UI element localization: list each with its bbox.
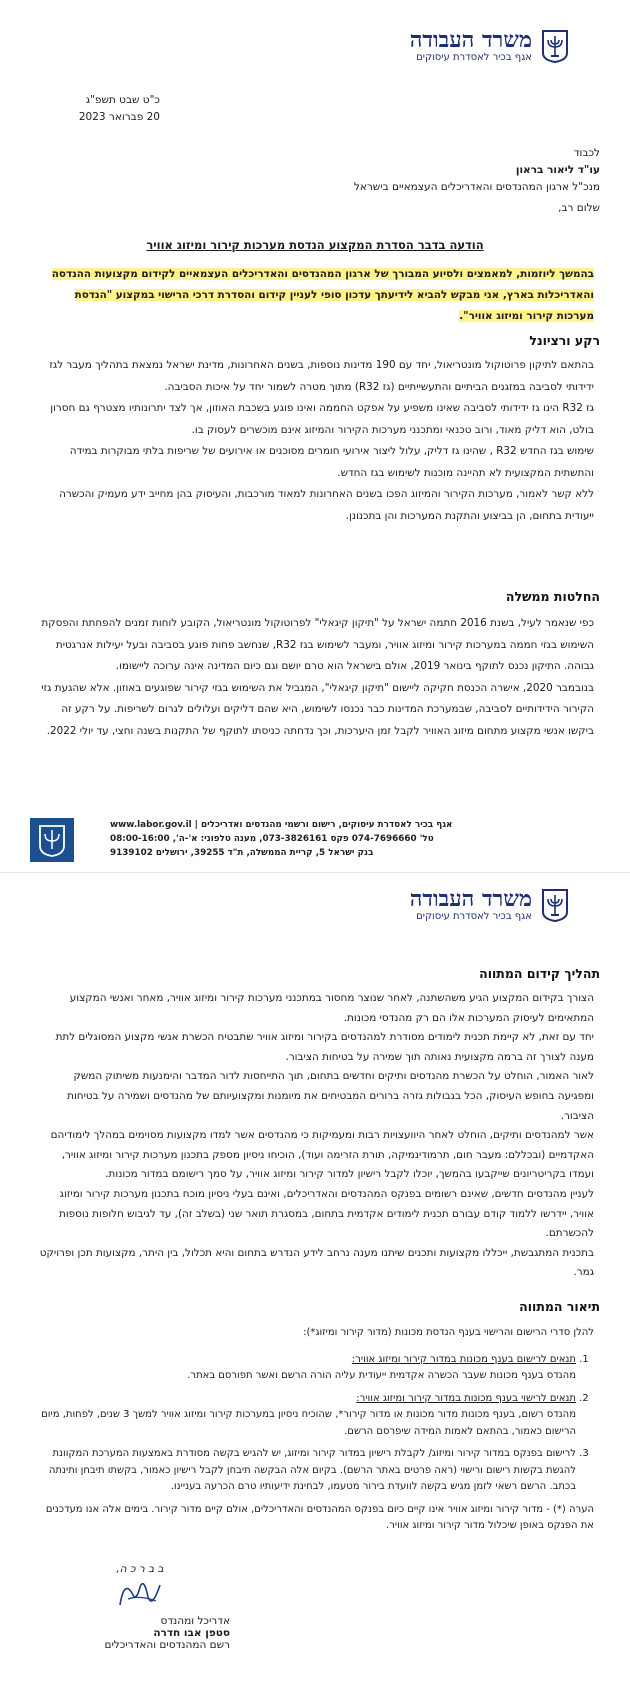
state-emblem-icon: [540, 29, 570, 63]
footer-line-3: בנק ישראל 5, קריית הממשלה, ת"ד 39255, ירושלים 9139102: [110, 848, 374, 858]
section-title-outline: תיאור המתווה: [519, 1299, 600, 1314]
background-p3: שימוש בגז החדש R32 , שהינו גז דליק, עלול ליצור אירועי חומרים מסוכנים או אירועים של שריפות בלתי מבוקרות במידה והתשתית המקצועית לא תהיינה מוכנות לשימוש בגז החדש.: [69, 445, 594, 479]
outline-intro: להלן סדרי הרישום והרישוי בענף הנדסת מכונות (מדור קירור ומיזוג*):: [303, 1327, 594, 1338]
state-emblem-icon: [540, 888, 570, 922]
ministry-name: משרד העבודה: [409, 886, 532, 912]
to-role: מנכ"ל ארגון המהנדסים והאדריכלים העצמאיים בישראל: [353, 181, 600, 193]
division-name: אגף בכיר לאסדרת עיסוקים: [416, 52, 532, 63]
handwritten-signature: [110, 1575, 170, 1615]
background-p4: ללא קשר לאמור, מערכות הקירור והמיזוג הפכו בשנים האחרונות למאוד מורכבות, והעיסוק בהן מחייב ידע מעמיק והכשרה ייעודית בתחום, הן בביצוע והתקנת המערכות והן בתכנונן.: [59, 488, 594, 522]
footer-line-2: טל' 074-7696660 פקס 073-3826161, מענה טלפוני: א'-ה', 08:00-16:00: [110, 834, 434, 844]
background-paragraphs: [34, 355, 594, 527]
section-title-process: תהליך קידום המתווה: [479, 966, 600, 981]
signer-role: רשם המהנדסים והאדריכלים: [104, 1639, 230, 1651]
list-item: 2. תנאים לרישוי בענף מכונות במדור קירור ומיזוג אוויר: מהנדס רשום, בענף מכונות מדור מכונות או מדור קירור*, שהוכיח ניסיון במערכות קירור ומיזוג אוויר למשך 3 שנים, לפחות, מיום הרישום כאמור, בהתאם לאמות המידה שיפרסם הרשם.: [34, 1391, 576, 1441]
footer-line-1: אגף בכיר לאסדרת עיסוקים, רישום ורשמי מהנדסים ואדריכלים | www.labor.gov.il: [110, 820, 453, 830]
date-gregorian: 20 פברואר 2023: [78, 111, 160, 123]
process-p4: אשר למהנדסים ותיקים, הוחלט לאחר היוועצויות רבות ומעמיקות כי מהנדסים אשר למדו מקצועות מסוימים במהלך לימודיהם האקדמיים (ובכללם: מעבר חום, תרמודינמיקה, תורת הזרימה ועוד), הוכיחו ניסיון מספק בתכנון מערכות קירור ומיזוג אוויר, ועמדו בקריטריונים שייקבעו בהמשך, יוכלו לקבל רישיון למדור קירור ומיזוג אוויר, על סמך רישומם במדור מכונות.: [50, 1129, 594, 1181]
process-p1: הצורך בקידום המקצוע הגיע משהשתנה, לאחר שנוצר מחסור במתכנני מערכות קירור ומיזוג אוויר, מאחר ואנשי המקצוע המתאימים לעיסוק המערכות אלו הם רק מהנדסי מכונות.: [69, 992, 594, 1024]
background-p1: בהתאם לתיקון פרוטוקול מונטריאול, יחד עם 190 מדינות נוספות, בשנים האחרונות, מדינת ישראל נמצאת בתהליך מעבר לגז ידידותי לסביבה במזגנים הביתיים והתעשייתיים (גז R32) מתוך מטרה לשמור יחד על איכות הסביבה.: [49, 359, 594, 393]
outline-block: [34, 1325, 594, 1535]
process-paragraphs: [34, 989, 594, 1283]
ministry-name: משרד העבודה: [409, 27, 532, 53]
intro-paragraph: בהמשך ליוזמות, למאמצים ולסיוע המבורך של ארגון המהנדסים והאדריכלים העצמאיים לקידום מקצועות ההנדסה והאדריכלות בארץ, אני מבקש להביא לידיעתך עדכון סופי לעניין קידום והסדרת דרכי הרישוי במקצוע "הנדסת מערכות קירור ומיזוג אוויר".: [51, 268, 594, 322]
list-item: 1. תנאים לרישום בענף מכונות במדור קירור ומיזוג אוויר: מהנדס בענף מכונות שעבר הכשרה אקדמית ייעודית עליה הורה הרשם ואשר תפורסם באתר.: [34, 1352, 576, 1385]
process-p2: יחד עם זאת, לא קיימת תכנית לימודים מסודרת למהנדסים בקירור ומיזוג אוויר שתבטיח הכשרת אנשי מקצוע המסוגלים לתת מענה לצורך זה ברמה מקצועית נאותה תוך שמירה על בטיחות הציבור.: [55, 1031, 594, 1063]
process-p5: לעניין מהנדסים חדשים, שאינם רשומים בפנקס המהנדסים והאדריכלים, ואינם בעלי ניסיון מוכח בתכנון מערכות קירור ומיזוג אוויר, יידרשו ללמוד קודם עבורם תכנית לימודים אקדמית בתחום, במסגרת תואר שני (בשלב זה), עד לגיבוש חלופות נוספות להכשרתם.: [59, 1187, 594, 1240]
division-name: אגף בכיר לאסדרת עיסוקים: [416, 911, 532, 922]
to-label: לכבוד: [573, 147, 600, 159]
footer-emblem-icon: [30, 818, 74, 862]
section-title-gov-decisions: החלטות ממשלה: [505, 589, 600, 604]
greeting: שלום רב,: [558, 202, 600, 214]
section-title-background: רקע ורציונל: [529, 333, 600, 348]
letter-page-2: [0, 872, 630, 1690]
subject-line: הודעה בדבר הסדרת המקצוע הנדסת מערכות קירור ומיזוג אוויר: [146, 238, 484, 252]
gov-decisions-paragraphs: [34, 613, 594, 742]
signer-title: אדריכל ומהנדס: [160, 1615, 230, 1627]
background-p2: גז R32 הינו גז ידידותי לסביבה שאינו משפיע על אפקט החממה ואינו פוגע בשכבת האוזון, אך לצד יתרונותיו מצטרף גם חסרון בולט, הוא דליק מאוד, ורוב טכנאי ומתכנני מערכות הקירור והמיזוג אינם מוכשרים לעסוק בו.: [50, 402, 594, 436]
closing: ב ב ר כ ה,: [116, 1563, 164, 1575]
process-p6: בתכנית המתגבשת, ייכללו מקצועות ותכנים שיתנו מענה נרחב לידע הנדרש בתחום והיא תכלול, בין היתר, מקצועות תכן ופרויקט גמר.: [39, 1246, 594, 1279]
outline-list: [34, 1352, 594, 1496]
outline-note: הערה (*) - מדור קירור ומיזוג אוויר אינו קיים כיום בפנקס המהנדסים והאדריכלים, אולם קיים מדור קירור. בימים אלה אנו מעדכנים את הפנקס באופן שיכלול מדור קירור ומיזוג אוויר.: [45, 1503, 594, 1531]
signature-block: [50, 1563, 230, 1651]
process-p3: לאור האמור, הוחלט על הכשרת מהנדסים ותיקים וחדשים בתחום, תוך התייחסות לדור המדבר והימנעות משיתוק המשק ומפגיעה בחופש העיסוק, הכל בגבולות גזרה ברורים המבטיחים את מיומנות ומקצועיותם של מהנדסים ושמירה על בטיחות הציבור.: [67, 1070, 594, 1122]
signer-name: סטפן אבו חדרה: [153, 1627, 230, 1639]
recipient-block: [30, 145, 600, 196]
gov-p1: כפי שנאמר לעיל, בשנת 2016 חתמה ישראל על "תיקון קיגאלי" לפרוטוקול מונטריאול, הקובע לוחות זמנים להפחתת והפסקת השימוש בגזי חממה במערכות קירור ומיזוג אוויר, ומעבר לשימוש בגז R32, שנחשב פחות פוגע בסביבה ובעל יעילות אנרגטית גבוהה. התיקון נכנס לתוקף בינואר 2019, אולם בישראל הוא טרם יושם וגם כיום המדינה אינה ערוכה ליישומו.: [41, 617, 594, 672]
list-item: 3. לרישום בפנקס במדור קירור ומיזוג/ לקבלת רישיון במדור קירור ומיזוג, יש להגיש בקשה מסודרת באמצעות המערכת המקוונת להגשת בקשות רישום ורישוי (ראה פרטים באתר הרשם). בקיום אלה הבקשה תיבחן לקבל רישיון כאמור, בקשתו תיבחן ותינתה בכתב. הרשם רשאי לזמן מגיש בקשה לוועדת בירור מטעמו, לבחינת ידיעותיו טרם הכרעה בעניינו.: [34, 1446, 576, 1496]
gov-p2: בנובמבר 2020, אישרה הכנסת חקיקה ליישום "תיקון קיגאלי", המגביל את השימוש בגזי קירור שפוגעים באוזון. אלא שהגעת גזי הקירור הידידותיים לסביבה, שבמערכת המדינות כבר נכנסו לשימוש, היא שהם דליקים ועלולים לגרום לשריפות. על רקע זה ביקשו אנשי מקצוע מתחום מיזוג האוויר לקבל זמן היערכות, וכך נדחתה כניסתו לתוקף של התקנות בשנה וחצי, עד יולי 2022.: [41, 681, 594, 737]
ministry-header: [410, 28, 570, 64]
to-name: עו"ד ליאור בראון: [515, 164, 600, 176]
date-hebrew: כ"ט שבט תשפ"ג: [85, 94, 160, 106]
ministry-header-page-2: [410, 887, 570, 923]
letter-footer: [30, 818, 600, 862]
